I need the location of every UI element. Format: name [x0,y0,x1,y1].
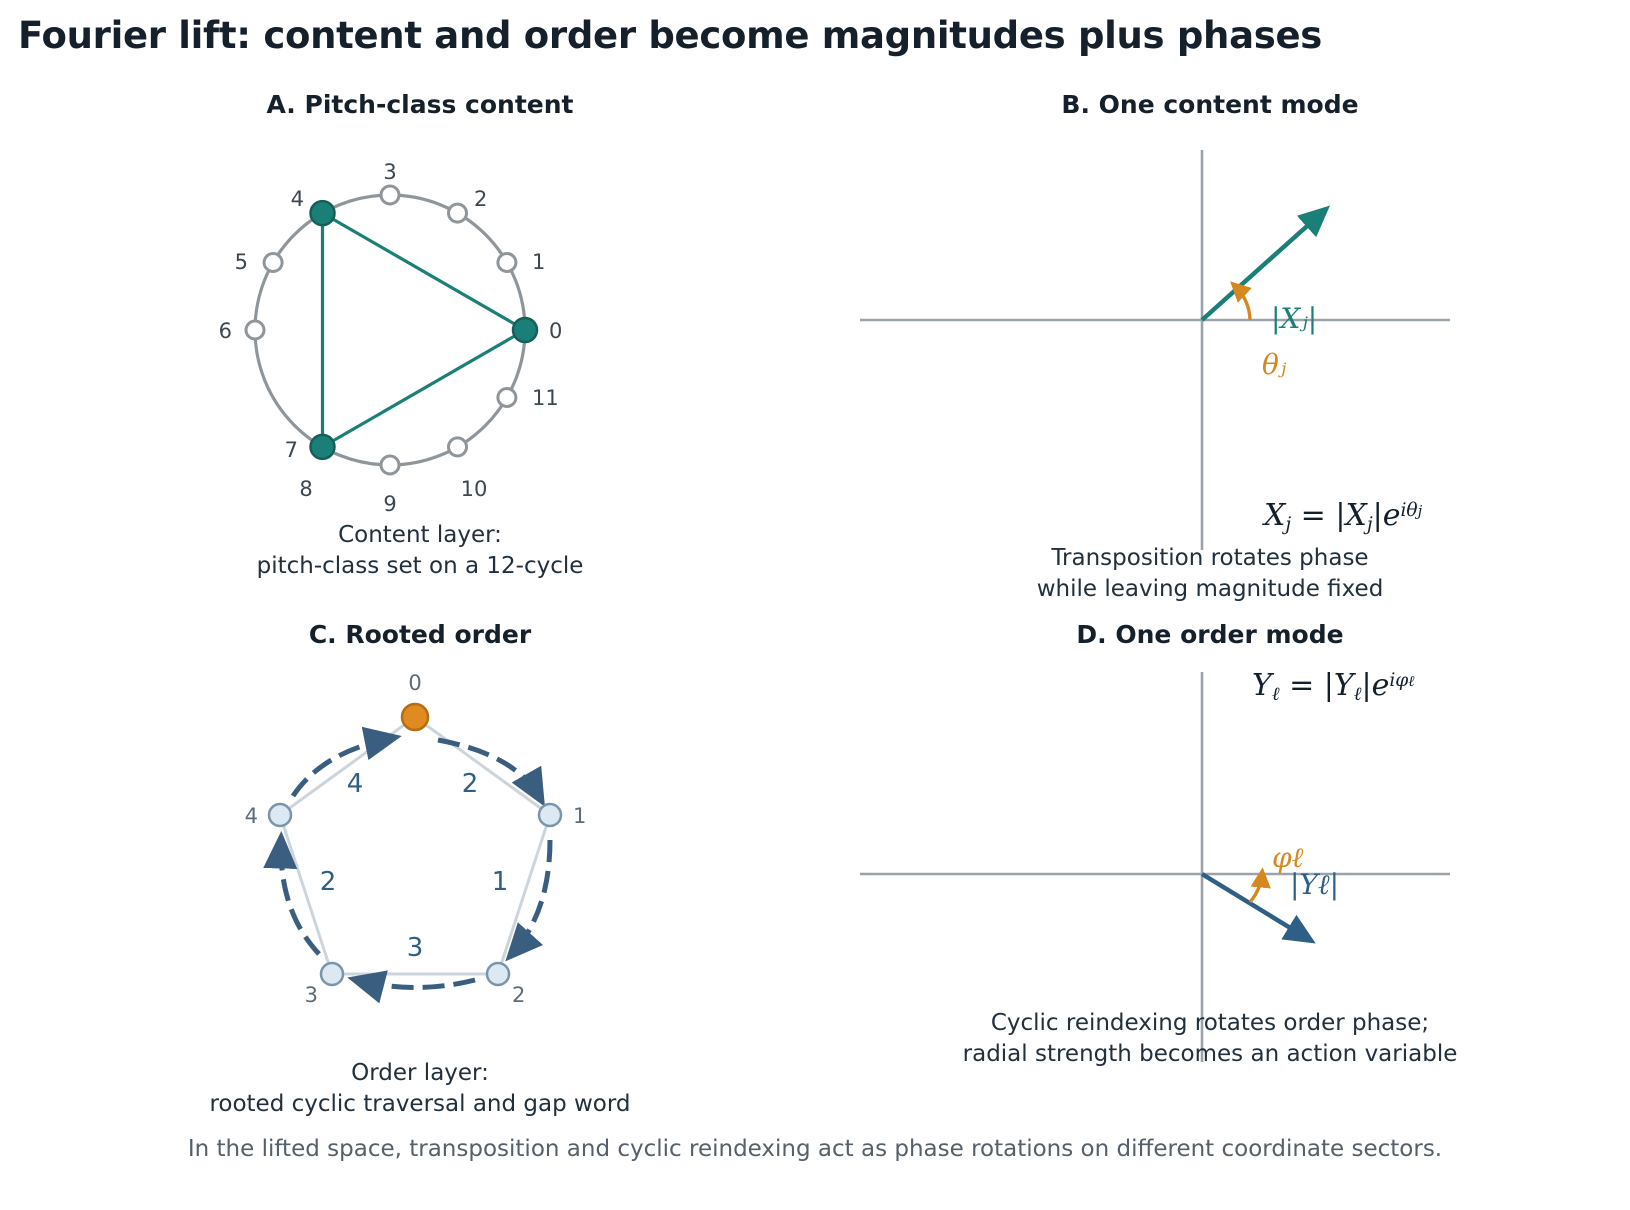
content-phase-label: θⱼ [1262,348,1287,381]
order-node-3[interactable] [321,963,343,985]
figure-title: Fourier lift: content and order become magnitudes plus phases [18,14,1322,57]
pitch-node-0[interactable] [513,318,537,342]
pitch-class-circle [60,130,780,520]
panel-pitch-class-content [60,80,780,580]
gap-label-2: 3 [406,933,424,963]
gap-label-1: 1 [491,867,509,897]
panel-c-caption-line2: rooted cyclic traversal and gap word [209,1090,631,1117]
panel-a-caption-line1: Content layer: [338,522,502,548]
pitch-node-2[interactable] [449,204,467,222]
panel-a-title: A. Pitch-class content [266,90,574,119]
order-label-0: 0 [408,671,422,695]
panel-a-caption [60,520,780,581]
panel-d-caption-line2: radial strength becomes an action variable [962,1040,1458,1067]
pitch-node-10[interactable] [449,438,467,456]
panel-one-order-mode [850,620,1570,1120]
panel-d-title: D. One order mode [1076,620,1344,649]
gap-label-4: 4 [346,769,364,799]
content-mode-formula: $X_j = |X_j|e^{i\theta j}$ [1264,498,1423,536]
panel-d-caption-line1: Cyclic reindexing rotates order phase; [990,1010,1430,1036]
gap-label-3: 2 [319,867,337,897]
pitch-node-9[interactable] [381,456,399,474]
pitch-label-1: 1 [532,250,546,274]
order-node-1[interactable] [539,804,561,826]
panel-c-title: C. Rooted order [308,620,532,649]
order-arrow-2-3 [357,980,475,988]
pitch-node-1[interactable] [498,254,516,272]
pitch-node-11[interactable] [498,389,516,407]
order-node-2[interactable] [487,963,509,985]
pitch-label-0: 0 [549,319,563,343]
order-arrow-4-0 [293,738,392,796]
pitch-label-6: 6 [218,319,232,343]
pitch-label-10: 10 [460,477,488,501]
figure-footer-note: In the lifted space, transposition and cyclic reindexing act as phase rotations on different coordinate sectors. [187,1136,1443,1162]
panel-a-caption-line2: pitch-class set on a 12-cycle [256,552,584,579]
content-magnitude-label: |Xⱼ| [1271,302,1318,335]
pitch-node-7[interactable] [311,435,335,459]
pitch-label-7: 7 [284,438,298,462]
panel-b-title: B. One content mode [1061,90,1359,119]
order-phase-arc [1250,874,1262,902]
order-label-2: 2 [512,983,526,1007]
order-arrow-3-4 [281,841,319,954]
order-node-0-root[interactable] [402,704,428,730]
pitch-node-4[interactable] [311,201,335,225]
panel-b-caption [850,543,1570,604]
pitch-label-5: 5 [234,250,248,274]
panel-b-caption-line1: Transposition rotates phase [1051,545,1369,571]
order-label-4: 4 [244,804,258,828]
panel-one-content-mode [850,80,1570,602]
pitch-node-6[interactable] [246,321,264,339]
pitch-label-8: 8 [299,477,313,501]
chord-triangle [323,213,526,447]
panel-c-caption [60,1058,780,1119]
order-label-3: 3 [304,983,318,1007]
order-label-1: 1 [573,804,587,828]
order-node-4[interactable] [269,804,291,826]
pitch-label-9: 9 [383,492,397,516]
order-mode-formula: $Y_\ell = |Y_\ell|e^{i\varphi\ell}$ [1252,668,1415,706]
pitch-class-ring [255,195,525,465]
pitch-label-2: 2 [474,187,488,211]
rooted-order-pentagon [60,662,780,1062]
pitch-node-5[interactable] [264,254,282,272]
pitch-node-3[interactable] [381,186,399,204]
panel-b-caption-line2: while leaving magnitude fixed [1036,575,1384,602]
order-arrow-1-2 [512,840,550,954]
pitch-label-4: 4 [290,187,304,211]
pitch-label-11: 11 [532,386,559,410]
order-phase-label: φℓ [1272,841,1304,874]
panel-c-caption-line1: Order layer: [351,1060,489,1086]
complex-plane-order [850,662,1570,1062]
gap-label-0: 2 [461,769,479,799]
panel-rooted-order [60,620,780,1120]
order-magnitude-label: |Yℓ| [1290,868,1340,901]
panel-d-caption [850,1008,1570,1069]
pitch-label-3: 3 [383,160,397,184]
complex-plane-content [850,130,1570,550]
